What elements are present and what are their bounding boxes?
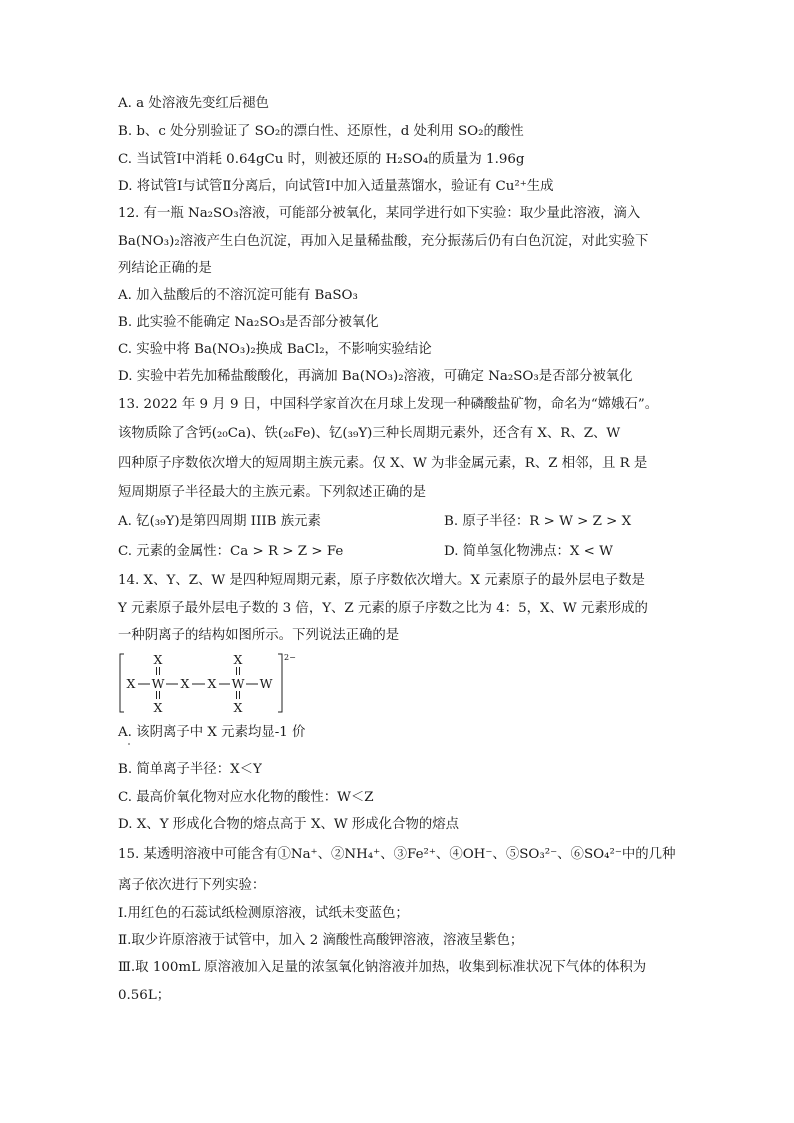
q12-stem-line2: Ba(NO₃)₂溶液产生白色沉淀，再加入足量稀盐酸，充分振荡后仍有白色沉淀，对此实验下 xyxy=(118,234,649,249)
q15-stem-line1: 15. 某透明溶液中可能含有①Na⁺、②NH₄⁺、③Fe²⁺、④OH⁻、⑤SO₃²⁻、⑥SO₄²⁻中的几种 xyxy=(118,847,676,862)
q13-stem-line4: 短周期原子半径最大的主族元素。下列叙述正确的是 xyxy=(118,485,426,500)
struct-atom-x-mid1: X xyxy=(180,676,190,691)
q12-option-b: B. 此实验不能确定 Na₂SO₃是否部分被氧化 xyxy=(118,315,379,330)
struct-atom-x-mid2: X xyxy=(207,676,217,691)
q14-stem-line3: 一种阴离子的结构如图所示。下列说法正确的是 xyxy=(118,628,400,643)
struct-atom-x-bottom2: X xyxy=(233,700,243,715)
struct-atom-w2: W xyxy=(231,676,245,691)
q11-option-a: A. a 处溶液先变红后褪色 xyxy=(118,96,269,111)
q13-stem-line3: 四种原子序数依次增大的短周期主族元素。仅 X、W 为非金属元素，R、Z 相邻，且 R 是 xyxy=(118,456,648,471)
q12-option-a: A. 加入盐酸后的不溶沉淀可能有 BaSO₃ xyxy=(118,288,358,303)
anion-structure-diagram xyxy=(118,650,298,716)
q13-stem-line2: 该物质除了含钙(₂₀Ca)、铁(₂₆Fe)、钇(₃₉Y)三种长周期元素外，还含有 X、R、Z、W xyxy=(118,426,621,441)
struct-atom-x-left: X xyxy=(126,676,136,691)
struct-atom-x-top2: X xyxy=(233,652,243,667)
q12-option-d: D. 实验中若先加稀盐酸酸化，再滴加 Ba(NO₃)₂溶液，可确定 Na₂SO₃是否部分被氧化 xyxy=(118,369,633,384)
q11-option-b: B. b、c 处分别验证了 SO₂的漂白性、还原性，d 处利用 SO₂的酸性 xyxy=(118,124,524,139)
q15-step-1: Ⅰ.用红色的石蕊试纸检测原溶液，试纸未变蓝色； xyxy=(118,906,409,921)
q13-option-b: B. 原子半径：R > W > Z > X xyxy=(444,514,632,529)
q14-option-a: A. 该阴离子中 X 元素均显-1 价 xyxy=(118,725,306,740)
q14-option-b: B. 简单离子半径：X＜Y xyxy=(118,762,262,777)
q15-step-2: Ⅱ.取少许原溶液于试管中，加入 2 滴酸性高酸钾溶液，溶液呈紫色； xyxy=(118,933,524,948)
q13-option-d: D. 简单氢化物沸点：X < W xyxy=(444,544,613,559)
q12-stem-line3: 列结论正确的是 xyxy=(118,261,212,276)
q13-stem-line1: 13. 2022 年 9 月 9 日，中国科学家首次在月球上发现一种磷酸盐矿物，命名为“嫦娥石”。 xyxy=(118,397,659,412)
struct-atom-x-top1: X xyxy=(153,652,163,667)
struct-atom-x-bottom1: X xyxy=(153,700,163,715)
q12-option-c: C. 实验中将 Ba(NO₃)₂换成 BaCl₂，不影响实验结论 xyxy=(118,342,432,357)
struct-atom-w-right: W xyxy=(259,676,273,691)
q11-option-d: D. 将试管Ⅰ与试管Ⅱ分离后，向试管Ⅰ中加入适量蒸馏水，验证有 Cu²⁺生成 xyxy=(118,179,554,194)
struct-atom-w1: W xyxy=(151,676,165,691)
q15-step-3-line1: Ⅲ.取 100mL 原溶液加入足量的浓氢氧化钠溶液并加热，收集到标准状况下气体的体积为 xyxy=(118,960,647,975)
q12-stem-line1: 12. 有一瓶 Na₂SO₃溶液，可能部分被氧化，某同学进行如下实验：取少量此溶液，滴入 xyxy=(118,206,641,221)
q15-step-3-line2: 0.56L； xyxy=(118,988,171,1003)
q14-option-c: C. 最高价氧化物对应水化物的酸性：W＜Z xyxy=(118,790,374,805)
stray-mark xyxy=(128,743,130,745)
q14-option-d: D. X、Y 形成化合物的熔点高于 X、W 形成化合物的熔点 xyxy=(118,817,460,832)
q13-option-a: A. 钇(₃₉Y)是第四周期 IIIB 族元素 xyxy=(118,514,321,529)
q13-option-c: C. 元素的金属性：Ca > R > Z > Fe xyxy=(118,544,344,559)
q15-stem-line2: 离子依次进行下列实验： xyxy=(118,878,266,893)
q14-stem-line2: Y 元素原子最外层电子数的 3 倍，Y、Z 元素的原子序数之比为 4：5，X、W 元素形成的 xyxy=(118,601,648,616)
q11-option-c: C. 当试管Ⅰ中消耗 0.64gCu 时，则被还原的 H₂SO₄的质量为 1.96g xyxy=(118,152,525,167)
struct-charge: 2− xyxy=(284,653,296,662)
q14-stem-line1: 14. X、Y、Z、W 是四种短周期元素，原子序数依次增大。X 元素原子的最外层电子数是 xyxy=(118,573,645,588)
